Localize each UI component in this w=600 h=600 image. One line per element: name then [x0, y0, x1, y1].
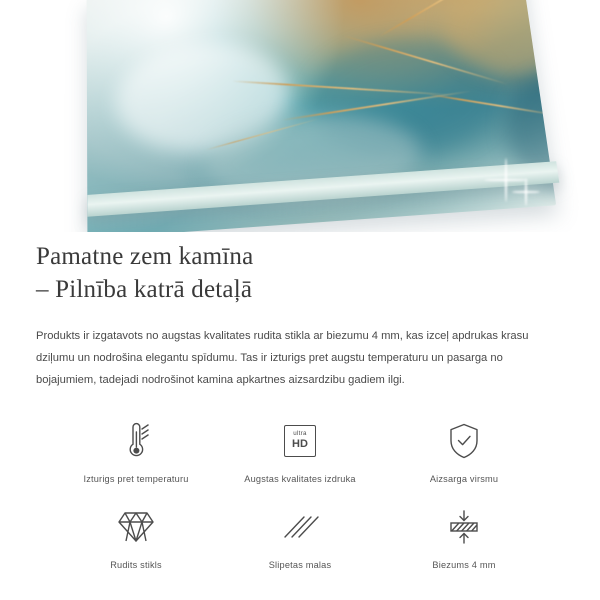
- polished-edges-icon: [281, 504, 319, 550]
- feature-item: [54, 504, 218, 570]
- feature-item: [54, 418, 218, 484]
- headline-line-2: – Pilnība katrā detaļā: [36, 276, 253, 303]
- feature-item: [382, 504, 546, 570]
- shield-check-icon: [448, 418, 480, 464]
- headline-line-1: Pamatne zem kamīna: [36, 243, 254, 270]
- feature-grid: [36, 418, 564, 570]
- feature-item: [382, 418, 546, 484]
- feature-label: Rudits stikls: [110, 559, 162, 570]
- page-title: [36, 240, 564, 306]
- feature-label: Biezums 4 mm: [432, 559, 496, 570]
- feature-item: [218, 504, 382, 570]
- thickness-icon: [445, 504, 483, 550]
- feature-label: Izturigs pret temperaturu: [83, 473, 189, 484]
- feature-item: [218, 418, 382, 484]
- feature-label: Augstas kvalitates izdruka: [244, 473, 356, 484]
- ultra-hd-icon: [284, 418, 316, 464]
- text-content: [0, 240, 600, 570]
- ultra-hd-badge: [284, 425, 316, 457]
- diamond-icon: [117, 504, 155, 550]
- hero-product-image: [0, 0, 600, 232]
- thermometer-icon: [119, 418, 153, 464]
- feature-label: Slipetas malas: [268, 559, 332, 570]
- body-paragraph: Produkts ir izgatavots no augstas kvalitates rudita stikla ar biezumu 4 mm, kas izceļ apdrukas krasu dziļumu un nodrošina elegantu spīdumu. Tas ir izturigs pret augstu temperaturu un pasarga no bojajumiem, tadejadi nodrošinot kamina apkartnes aizsardzibu gadiem ilgi.: [36, 330, 529, 386]
- ultra-hd-bottom-text: HD: [292, 437, 308, 450]
- ultra-hd-top-text: ultra: [293, 430, 307, 438]
- feature-label: Aizsarga virsmu: [429, 473, 499, 484]
